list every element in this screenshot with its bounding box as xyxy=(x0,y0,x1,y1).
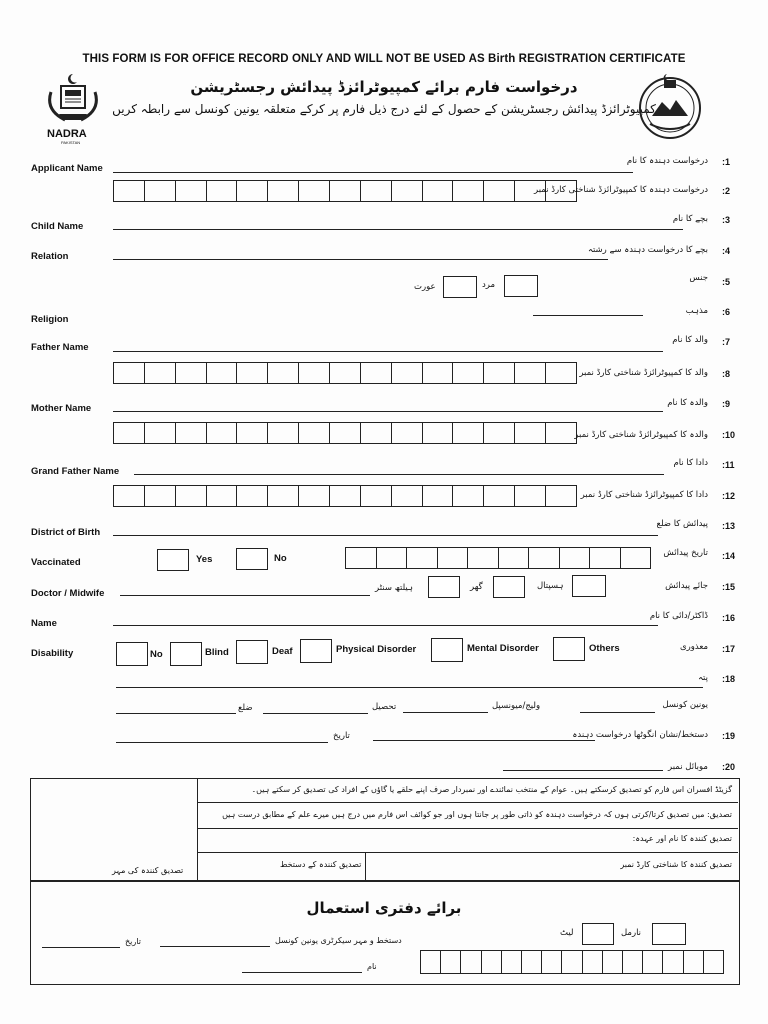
field-number-13: :13 xyxy=(722,521,736,531)
applicant-name-urdu: درخواست دہندہ کا نام xyxy=(626,156,708,166)
male-label: مرد xyxy=(482,280,496,290)
village-label-urdu: ولیج/میونسپل xyxy=(492,701,541,711)
male-checkbox[interactable] xyxy=(504,275,538,297)
field-number-17: :17 xyxy=(722,644,736,654)
late-checkbox[interactable] xyxy=(582,923,614,945)
health-center-label: ہیلتھ سنٹر xyxy=(375,583,413,593)
religion-label: Religion xyxy=(31,314,69,325)
office-number-boxes[interactable] xyxy=(420,950,724,974)
office-date-label: تاریخ xyxy=(125,937,141,946)
field-number-16: :16 xyxy=(722,613,736,623)
field-number-15: :15 xyxy=(722,582,736,592)
field-number-20: :20 xyxy=(722,762,736,772)
father-cnic-urdu: والد کا کمپیوٹرائزڈ شناختی کارڈ نمبر xyxy=(579,368,708,378)
vaccinated-label: Vaccinated xyxy=(31,557,81,568)
mother-name-label: Mother Name xyxy=(31,403,92,414)
home-checkbox[interactable] xyxy=(493,576,525,598)
mobile-number-urdu: موبائل نمبر xyxy=(668,762,708,772)
field-number-11: :11 xyxy=(722,460,735,470)
grandfather-cnic-boxes[interactable] xyxy=(113,485,577,507)
disability-blind-checkbox[interactable] xyxy=(170,642,202,666)
mother-name-urdu: والدہ کا نام xyxy=(667,398,708,408)
district-of-birth-urdu: پیدائش کا ضلع xyxy=(656,519,708,529)
female-checkbox[interactable] xyxy=(443,276,477,298)
disability-physical-checkbox[interactable] xyxy=(300,639,332,663)
union-council-label-urdu: یونین کونسل xyxy=(662,700,708,710)
vaccinated-no-label: No xyxy=(274,553,287,564)
doctor-midwife-line[interactable] xyxy=(120,595,370,596)
union-council-line[interactable] xyxy=(580,712,655,713)
female-label: عورت xyxy=(414,282,436,292)
doctor-name-line[interactable] xyxy=(113,625,658,626)
verification-divider-4 xyxy=(365,852,367,880)
field-number-12: :12 xyxy=(722,491,736,501)
nadra-logo-text: NADRA xyxy=(47,128,87,140)
hospital-checkbox[interactable] xyxy=(572,575,606,597)
verification-statement: تصدیق: میں تصدیق کرتا/کرتی ہوں کہ درخواست دہندہ کو ذاتی طور پر جانتا ہوں اور جو کوائف اس فارم میں درج ہیں میرے علم کے مطابق درست ہیں xyxy=(222,810,732,819)
field-number-14: :14 xyxy=(722,551,736,561)
disability-label: Disability xyxy=(31,648,74,659)
place-of-birth-urdu: جائے پیدائش xyxy=(665,581,708,591)
father-name-urdu: والد کا نام xyxy=(672,335,708,345)
applicant-name-label: Applicant Name xyxy=(31,163,103,174)
vaccinated-yes-checkbox[interactable] xyxy=(157,549,189,571)
office-date-line[interactable] xyxy=(42,947,120,948)
disability-no-checkbox[interactable] xyxy=(116,642,148,666)
verifier-stamp-label: تصدیق کنندہ کی مہر xyxy=(112,866,184,875)
disability-blind-label: Blind xyxy=(205,647,229,658)
normal-label: نارمل xyxy=(621,928,642,938)
form-title: درخواست فارم برائے کمپیوٹرائزڈ پیدائش رجسٹریشن xyxy=(190,78,578,96)
field-number-2: :2 xyxy=(722,186,731,196)
religion-line[interactable] xyxy=(533,315,643,316)
address-line-1[interactable] xyxy=(116,687,703,688)
disability-mental-checkbox[interactable] xyxy=(431,638,463,662)
verification-divider-3 xyxy=(197,852,738,853)
grandfather-name-label: Grand Father Name xyxy=(31,466,120,477)
disability-others-label: Others xyxy=(589,643,620,654)
field-number-9: :9 xyxy=(722,399,731,409)
disability-no-label: No xyxy=(150,649,163,660)
father-name-label: Father Name xyxy=(31,342,89,353)
applicant-name-line[interactable] xyxy=(113,172,633,173)
hospital-label: ہسپتال xyxy=(537,581,564,591)
field-number-19: :19 xyxy=(722,731,736,741)
signature-date-label-urdu: تاریخ xyxy=(333,731,350,741)
grandfather-cnic-urdu: دادا کا کمپیوٹرائزڈ شناختی کارڈ نمبر xyxy=(580,490,708,500)
grandfather-name-line[interactable] xyxy=(134,474,664,475)
signature-date-line[interactable] xyxy=(116,742,328,743)
applicant-cnic-urdu: درخواست دہندہ کا کمپیوٹرائزڈ شناختی کارڈ نمبر xyxy=(534,185,708,195)
address-urdu: پتہ xyxy=(698,673,708,683)
field-number-3: :3 xyxy=(722,215,731,225)
district-line[interactable] xyxy=(116,713,236,714)
date-of-birth-urdu: تاریخ پیدائش xyxy=(663,548,708,558)
home-label: گھر xyxy=(470,582,483,592)
nadra-logo-subtext: PAKISTAN xyxy=(61,140,81,145)
disability-deaf-checkbox[interactable] xyxy=(236,640,268,664)
secretary-signature-label: دستخط و مہر سیکرٹری یونین کونسل xyxy=(275,936,402,945)
form-subtitle: کمپیوٹرائزڈ پیدائش رجسٹریشن کے حصول کے لئے درج ذیل فارم پر کرکے متعلقہ یونین کونسل سے رابطہ کریں xyxy=(112,102,656,116)
mobile-number-line[interactable] xyxy=(503,770,663,771)
office-name-line[interactable] xyxy=(242,972,362,973)
district-label-urdu: ضلع xyxy=(238,703,253,713)
disability-deaf-label: Deaf xyxy=(272,646,293,657)
disability-urdu: معذوری xyxy=(680,642,708,652)
secretary-signature-line[interactable] xyxy=(160,946,270,947)
field-number-6: :6 xyxy=(722,307,731,317)
normal-checkbox[interactable] xyxy=(652,923,686,945)
vaccinated-yes-label: Yes xyxy=(196,554,213,565)
religion-urdu: مذہب xyxy=(685,306,708,316)
field-number-5: :5 xyxy=(722,277,731,287)
doctor-name-urdu: ڈاکٹر/دائی کا نام xyxy=(649,611,708,621)
field-number-7: :7 xyxy=(722,337,731,347)
verification-divider-1 xyxy=(197,802,738,803)
nadra-logo xyxy=(45,72,101,145)
vaccinated-no-checkbox[interactable] xyxy=(236,548,268,570)
verifier-name-label: تصدیق کنندہ کا نام اور عہدہ: xyxy=(632,834,732,843)
disability-mental-label: Mental Disorder xyxy=(467,643,539,654)
date-of-birth-boxes[interactable] xyxy=(345,547,651,569)
office-name-label: نام xyxy=(367,962,377,971)
father-cnic-boxes[interactable] xyxy=(113,362,577,384)
district-of-birth-label: District of Birth xyxy=(31,527,101,538)
applicant-signature-urdu: دستخط/نشان انگوٹھا درخواست دہندہ xyxy=(572,730,708,740)
verification-note: گزیٹڈ افسران اس فارم کو تصدیق کرسکتے ہیں۔ عوام کے منتخب نمائندے اور نمبردار صرف اپنے حلقے یا گاؤں کے افراد کی تصدیق کر سکتے ہیں۔ xyxy=(251,785,732,794)
gender-urdu: جنس xyxy=(689,273,708,283)
grandfather-name-urdu: دادا کا نام xyxy=(673,458,708,468)
mother-cnic-boxes[interactable] xyxy=(113,422,577,444)
father-name-line[interactable] xyxy=(113,351,663,352)
field-number-4: :4 xyxy=(722,246,731,256)
doctor-midwife-label: Doctor / Midwife xyxy=(31,588,105,599)
verification-divider-2 xyxy=(197,828,738,829)
government-seal-logo xyxy=(634,70,706,142)
child-name-urdu: بچے کا نام xyxy=(672,214,708,224)
verifier-signature-label: تصدیق کنندہ کے دستخط xyxy=(280,860,362,869)
late-label: لیٹ xyxy=(560,928,574,938)
applicant-signature-line[interactable] xyxy=(373,740,595,741)
applicant-cnic-boxes[interactable] xyxy=(113,180,577,202)
district-of-birth-line[interactable] xyxy=(113,535,658,536)
mother-name-line[interactable] xyxy=(113,411,663,412)
relation-label: Relation xyxy=(31,251,69,262)
field-number-1: :1 xyxy=(722,157,731,167)
field-number-18: :18 xyxy=(722,674,736,684)
mother-cnic-urdu: والدہ کا کمپیوٹرائزڈ شناختی کارڈ نمبر xyxy=(574,430,708,440)
field-number-10: :10 xyxy=(722,430,736,440)
tehsil-label-urdu: تحصیل xyxy=(372,702,397,712)
verifier-cnic-label: تصدیق کنندہ کا شناختی کارڈ نمبر xyxy=(620,860,732,869)
tehsil-line[interactable] xyxy=(263,713,368,714)
form-notice: THIS FORM IS FOR OFFICE RECORD ONLY AND WILL NOT BE USED AS Birth REGISTRATION CERTIFICATE xyxy=(82,53,686,65)
field-number-8: :8 xyxy=(722,369,731,379)
child-name-label: Child Name xyxy=(31,221,84,232)
disability-physical-label: Physical Disorder xyxy=(336,644,417,655)
verification-divider-vertical xyxy=(197,778,199,880)
relation-urdu: بچے کا درخواست دہندہ سے رشتہ xyxy=(588,245,708,255)
disability-others-checkbox[interactable] xyxy=(553,637,585,661)
relation-line[interactable] xyxy=(113,259,608,260)
child-name-line[interactable] xyxy=(113,229,683,230)
doctor-name-label: Name xyxy=(31,618,57,629)
office-use-title: برائے دفتری استعمال xyxy=(306,899,462,917)
village-line[interactable] xyxy=(403,712,488,713)
health-center-checkbox[interactable] xyxy=(428,576,460,598)
